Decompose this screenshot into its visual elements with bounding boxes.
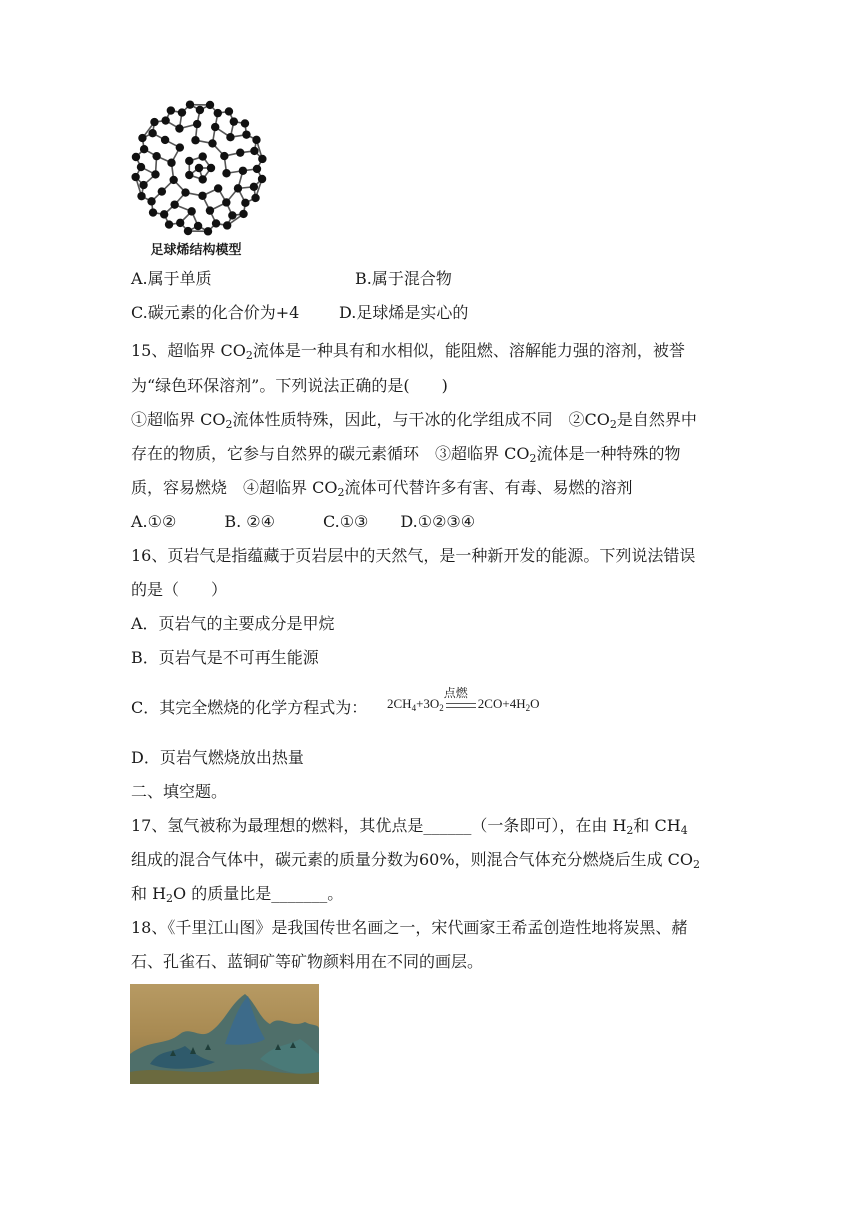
carbon-atom xyxy=(151,170,159,178)
carbon-atom xyxy=(207,164,215,172)
carbon-atom xyxy=(178,108,186,116)
q15-line-2: 为“绿色环保溶剂”。下列说法正确的是( ) xyxy=(131,376,448,395)
q16-line-2: 的是（ ） xyxy=(131,580,228,599)
chemical-equation: $2CH_4+3O_2$ 点燃 $2CO+4H_2O$ xyxy=(387,686,540,713)
painting-image xyxy=(130,984,319,1084)
carbon-atom xyxy=(181,188,189,196)
carbon-atom xyxy=(176,143,184,151)
carbon-atom xyxy=(258,155,266,163)
fullerene-model-image xyxy=(131,100,271,240)
carbon-atom xyxy=(132,153,140,161)
carbon-atom xyxy=(131,173,139,181)
carbon-atom xyxy=(165,220,173,228)
carbon-atom xyxy=(214,184,222,192)
carbon-atom xyxy=(193,120,201,128)
carbon-atom xyxy=(198,192,206,200)
carbon-atom xyxy=(234,184,242,192)
fullerene-figure xyxy=(131,100,271,260)
carbon-atom xyxy=(138,134,146,142)
carbon-atom xyxy=(175,124,183,132)
carbon-atom xyxy=(236,148,244,156)
q18-line-1: 18、《千里江山图》是我国传世名画之一，宋代画家王希孟创造性地将炭黑、赭 xyxy=(131,918,688,937)
carbon-atom xyxy=(239,167,247,175)
carbon-atom xyxy=(258,175,266,183)
q17-line-1: 17、氢气被称为最理想的燃料，其优点是______（一条即可），在由 $H_2$和 $CH_4$ xyxy=(131,816,688,837)
carbon-atom xyxy=(212,219,220,227)
carbon-atom xyxy=(250,183,258,191)
q16-option-a: A．页岩气的主要成分是甲烷 xyxy=(131,614,335,633)
q16-line-1: 16、页岩气是指蕴藏于页岩层中的天然气，是一种新开发的能源。下列说法错误 xyxy=(131,546,696,565)
q15-line-3: ①超临界 $CO_2$流体性质特殊，因此，与干冰的化学组成不同 $②CO_2$是自然界中 xyxy=(131,410,697,431)
carbon-atom xyxy=(251,194,259,202)
q16-option-d: D．页岩气燃烧放出热量 xyxy=(131,748,304,767)
q14-option-b: B.属于混合物 xyxy=(355,269,452,288)
carbon-atom xyxy=(186,100,194,108)
q15-line-1: 15、超临界 $CO_2$流体是一种具有和水相似，能阻燃、溶解能力强的溶剂，被誉 xyxy=(131,341,685,362)
carbon-atom xyxy=(220,152,228,160)
carbon-atom xyxy=(137,163,145,171)
q15-line-5: 质，容易燃烧 ④超临界 $CO_2$流体可代替许多有害、有毒、易燃的溶剂 xyxy=(131,478,633,499)
carbon-atom xyxy=(184,227,192,235)
carbon-atom xyxy=(147,197,155,205)
carbon-atom xyxy=(160,210,168,218)
carbon-atom xyxy=(185,171,193,179)
carbon-atom xyxy=(187,207,195,215)
carbon-atom xyxy=(167,106,175,114)
carbon-atom xyxy=(191,136,199,144)
carbon-atom xyxy=(206,206,214,214)
section-heading: 二、填空题。 xyxy=(131,782,228,801)
carbon-atom xyxy=(225,107,233,115)
carbon-atom xyxy=(204,227,212,235)
carbon-atom xyxy=(241,119,249,127)
carbon-atom xyxy=(170,200,178,208)
q14-option-c: C.碳元素的化合价为+4 xyxy=(131,303,300,322)
carbon-atom xyxy=(169,176,177,184)
carbon-atom xyxy=(196,106,204,114)
carbon-atom xyxy=(223,221,231,229)
carbon-atom xyxy=(228,211,236,219)
q17-line-2: 组成的混合气体中，碳元素的质量分数为60%，则混合气体充分燃烧后生成 $CO_2$ xyxy=(131,850,701,871)
carbon-atom xyxy=(208,139,216,147)
carbon-atom xyxy=(158,187,166,195)
carbon-atom xyxy=(206,101,214,109)
q14-option-a: A.属于单质 xyxy=(131,269,212,288)
q15-options: A.①② B. ②④ C.①③ D.①②③④ xyxy=(131,512,476,531)
carbon-atom xyxy=(148,129,156,137)
fullerene-caption: 足球烯结构模型 xyxy=(150,243,242,258)
carbon-atom xyxy=(185,157,193,165)
carbon-atom xyxy=(140,145,148,153)
carbon-atom xyxy=(211,123,219,131)
carbon-atom xyxy=(137,192,145,200)
carbon-atom xyxy=(250,147,258,155)
carbon-atom xyxy=(242,130,250,138)
carbon-atom xyxy=(252,136,260,144)
carbon-atom xyxy=(214,109,222,117)
carbon-atom xyxy=(167,159,175,167)
carbon-atom xyxy=(199,175,207,183)
reaction-arrow xyxy=(443,686,476,710)
q18-line-2: 石、孔雀石、蓝铜矿等矿物颜料用在不同的画层。 xyxy=(131,952,484,971)
carbon-atom xyxy=(239,210,247,218)
carbon-atom xyxy=(150,118,158,126)
carbon-atom xyxy=(226,133,234,141)
carbon-atom xyxy=(152,152,160,160)
q16-option-c: C．其完全燃烧的化学方程式为： xyxy=(131,698,368,717)
carbon-atom xyxy=(241,199,249,207)
q15-line-4: 存在的物质，它参与自然界的碳元素循环 ③超临界 $CO_2$流体是一种特殊的物 xyxy=(131,444,681,465)
carbon-atom xyxy=(195,164,203,172)
carbon-atom xyxy=(194,222,202,230)
carbon-atom xyxy=(139,181,147,189)
carbon-atom xyxy=(176,219,184,227)
carbon-atom xyxy=(222,169,230,177)
q17-line-3: 和 $H_2O$ 的质量比是_______。 xyxy=(131,884,344,905)
carbon-atom xyxy=(161,136,169,144)
carbon-atom xyxy=(230,117,238,125)
carbon-atom xyxy=(253,165,261,173)
q16-option-b: B．页岩气是不可再生能源 xyxy=(131,648,319,667)
carbon-atom xyxy=(222,198,230,206)
reaction-condition: 点燃 xyxy=(443,686,468,701)
carbon-atom xyxy=(161,116,169,124)
q14-option-d: D.足球烯是实心的 xyxy=(339,303,469,322)
carbon-atom xyxy=(199,152,207,160)
carbon-atom xyxy=(149,208,157,216)
